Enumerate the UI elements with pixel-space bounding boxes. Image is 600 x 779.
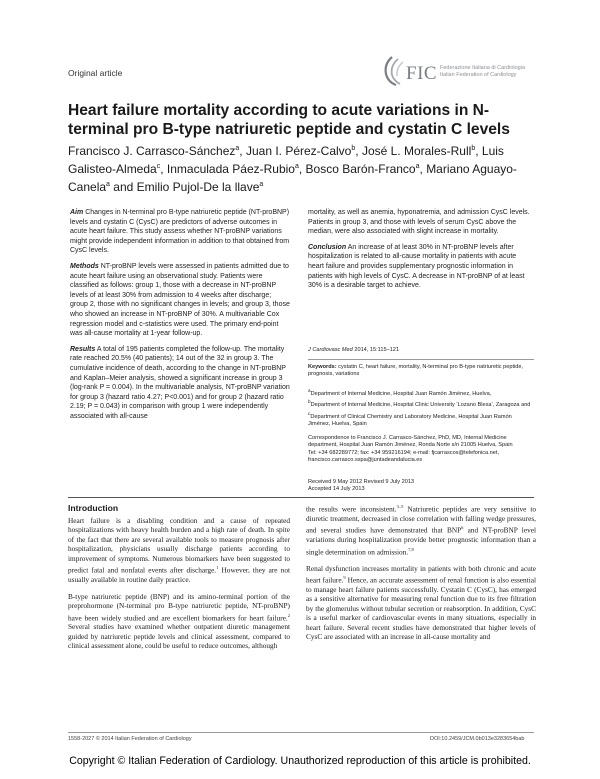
abstract-aim: Aim Changes in N-terminal pro B-type natriuretic peptide (NT-proBNP) levels and cystatin C (CysC) are predictors of adverse outcomes in acute heart failure. This study assess whether NT-proBNP variations might provide independent information in addition to that obtained from CysC levels. (70, 209, 290, 255)
author: Bosco Barón-Franco (305, 162, 416, 176)
copyright-notice: Copyright © Italian Federation of Cardiology. Unauthorized reproduction of this article is prohibited. (69, 755, 531, 767)
issn-copyright: 1558-2027 © 2014 Italian Federation of Cardiology (68, 736, 192, 742)
author: Juan I. Pérez-Calvo (245, 144, 352, 158)
article-dates: Received 9 May 2012 Revised 9 July 2013 Accepted 14 July 2013 (308, 479, 415, 493)
abstract-left-column (70, 208, 290, 427)
author: Francisco J. Carrasco-Sánchez (68, 144, 236, 158)
paragraph: Heart failure is a disabling condition and a cause of repeated hospitalizations with heavy health burden and a high rate of death. In spite of the fact that there are several available tools to measure prognosis after hospitalization, physicians usually discharge patients according to improvement of symptoms. Numerous biomarkers have been suggested to predict fatal and nonfatal events after discharge.$^1$ However, they are not usually available in routine daily practice. (68, 516, 291, 585)
society-logo (378, 54, 538, 90)
doi: DOI:10.2459/JCM.0b013e3283654bab (430, 736, 525, 742)
body-right-column (306, 502, 536, 649)
correspondence: Correspondence to Francisco J. Carrasco-Sánchez, PhD, MD, Internal Medicine department, Hospital Juan Ramón Jiménez, Ronda Norte s/n 21005 Huelva, Spain Tel: +34 682289772; fax: +34 959216194; e-mail: fjcarrascos@telefonica.net, francisco.carrasco.sspa@juntadeandalucia.es (308, 435, 534, 465)
section-divider (68, 497, 534, 498)
journal-citation: J Cardiovasc Med 2014, 15:115–121 (308, 347, 400, 353)
body-left-column (68, 516, 290, 658)
abstract-methods: Methods NT-proBNP levels were assessed in patients admitted due to acute heart failure using an observational study. Patients were classified as follows: group 1, those with a decrease in NT-proBNP levels of at least 30% from admission to 4 weeks after discharge; group 2, those with no significant changes in levels; and group 3, those who showed an increase in NT-proBNP of 30%. A multivariable Cox regression model and c-statistics were used. The primary end-point was all-cause mortality at 1-year follow-up. (70, 262, 290, 338)
author-list: Francisco J. Carrasco-Sánchez$^a$, Juan I. Pérez-Calvo$^b$, José L. Morales-Rull$^b$, Luis Galisteo-Almeda$^c$, Inmaculada Páez-Rubio$^a$, Bosco Barón-Franco$^a$, Mariano Aguayo-Canela$^a$ and Emilio Pujol-De la llave$^a$ (68, 144, 517, 194)
logo-society-name: Federazione Italiana di Cardiologia Italian Federation of Cardiology (440, 65, 525, 78)
logo-wordmark: FIC (406, 63, 438, 84)
abstract-conclusion: Conclusion An increase of at least 30% in NT-proBNP levels after hospitalization is related to all-cause mortality in patients with acute heart failure and provides supplementary prognostic information in patients with high levels of CysC. A decrease in NT-proBNP of at least 30% is a desirable target to achieve. (308, 243, 525, 290)
article-title: Heart failure mortality according to acute variations in N-terminal pro B-type natriuretic peptide and cystatin C levels (68, 102, 510, 138)
author: Mariano Aguayo-Canela (68, 162, 517, 194)
affiliations: $^a$Department of Internal Medicine, Hospital Juan Ramón Jiménez, Huelva, $^b$Department of Internal Medicine, Hospital Clinic University ‘Lozano Blesa’, Zaragoza and $^c$Department of Clinical Chemistry and Laboratory Medicine, Hospital Juan Ramón Jiménez, Huelva, Spain (308, 388, 531, 427)
abstract-results-continued: mortality, as well as anemia, hyponatremia, and admission CysC levels. Patients in group 3, and those with levels of serum CysC above the median, were also associated with slight increase in mortality. (308, 209, 530, 236)
abstract-results: Results A total of 195 patients completed the follow-up. The mortality rate reached 20.5% (40 patients); 14 out of the 32 in group 3. The cumulative incidence of death, according to the change in NT-proBNP and Kaplan–Meier analysis, showed a significant increase in group 3 (log-rank P = 0.004). In the multivariable analysis, NT-proBNP variation for group 3 (hazard ratio 4.27; P<0.001) and for group 2 (hazard ratio 2.19; P = 0.043) in comparison with group 1 were independently associated with all-cause (70, 345, 290, 420)
author: José L. Morales-Rull (361, 144, 472, 158)
contact-info: Tel: +34 682289772; fax: +34 959216194; e-mail: fjcarrascos@telefonica.net, francisco.carrasco.sspa@juntadeandalucia.es (308, 449, 500, 464)
abstract-right-column (308, 208, 534, 297)
paragraph: Renal dysfunction increases mortality in patients with both chronic and acute heart failure.$^9$ Hence, an accurate assessment of renal function is also essential to manage heart failure patients successfully. Cystatin C (CysC), has emerged as a sensitive alternative for measuring renal function due to its free filtration by the glomerulus without tubular secretion or reabsorption. In addition, CysC is a useful marker of cardiovascular events in many situations, especially in heart failure. Several recent studies have demonstrated that higher levels of CysC are associated with an increase in all-cause mortality and (306, 563, 536, 642)
section-heading: Introduction (68, 503, 119, 513)
author: Luis Galisteo-Almeda (68, 144, 504, 176)
author: Inmaculada Páez-Rubio (166, 162, 295, 176)
fic-emblem-icon (378, 54, 408, 88)
footer-divider (68, 732, 534, 733)
meta-divider (308, 359, 534, 360)
paragraph: B-type natriuretic peptide (BNP) and its amino-terminal portion of the preprohormone (N-terminal pro B-type natriuretic peptide, NT-proBNP) have been widely studied and are excellent biomarkers for heart failure.$^2$ Several studies have examined whether outpatient diuretic management guided by natriuretic peptide levels and clinical assessment, compared to clinical assessment alone, could be useful to reduce outcomes, although (68, 591, 290, 651)
section-label: Original article (68, 68, 123, 78)
keywords: Keywords: cystatin C, heart failure, mortality, N-terminal pro B-type natriuretic peptide, prognosis, variations (308, 364, 524, 378)
paragraph: the results were inconsistent.$^{3-5}$ Natriuretic peptides are very sensitive to diuretic treatment, decreased in close correlation with falling wedge pressures, and several studies have demonstrated that BNP$^6$ and NT-proBNP level variations during hospitalization provide better prognostic information than a single determination on admission.$^{7,8}$ (306, 504, 536, 557)
author: Emilio Pujol-De la llave (136, 180, 260, 194)
